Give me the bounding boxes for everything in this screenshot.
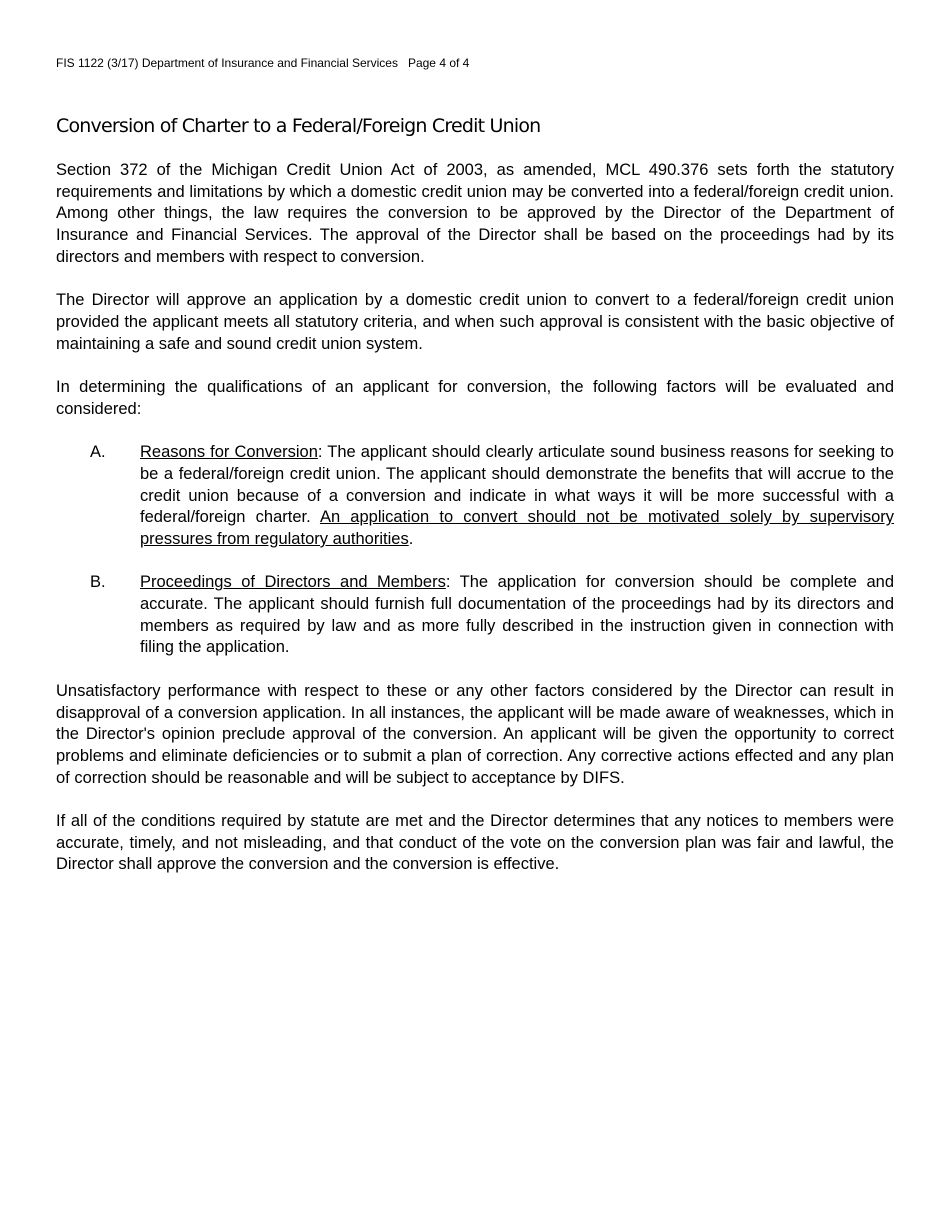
list-item-heading: Reasons for Conversion (140, 443, 318, 462)
list-item-colon: : (445, 573, 451, 592)
form-header: FIS 1122 (3/17) Department of Insurance and Financial Services Page 4 of 4 (56, 56, 470, 70)
list-item-body (140, 442, 894, 551)
list-item-proceedings (56, 572, 894, 659)
paragraph-approval-criteria: The Director will approve an application by a domestic credit union to convert to a federal/foreign credit union provided the applicant meets all statutory criteria, and when such approval is consistent with the basic objective of maintaining a safe and sound credit union system. (56, 291, 894, 353)
list-item-text: The application for conversion should be complete and accurate. The applicant should furnish full documentation of the proceedings had by its directors and members as required by law and as more fully described in the instruction given in connection with filing the application. (140, 573, 895, 657)
list-item-end: . (408, 529, 414, 548)
paragraph-statutory-requirements: Section 372 of the Michigan Credit Union Act of 2003, as amended, MCL 490.376 sets forth the statutory requirements and limitations by which a domestic credit union may be converted into a federal/foreign credit union. Among other things, the law requires the conversion to be approved by the Director of the Department of Insurance and Financial Services. The approval of the Director shall be based on the proceedings had by its directors and members with respect to conversion. (56, 161, 894, 266)
list-item-underlined-statement: An application to convert should not be motivated solely by supervisory pressures from regulatory authorities (140, 508, 895, 548)
list-item-letter: A. (90, 443, 106, 462)
list-item-heading: Proceedings of Directors and Members (140, 573, 446, 592)
paragraph-unsatisfactory-performance: Unsatisfactory performance with respect to these or any other factors considered by the Director can result in disapproval of a conversion application. In all instances, the applicant will be made aware of weaknesses, which in the Director's opinion preclude approval of the conversion. An applicant will be given the opportunity to correct problems and eliminate deficiencies or to submit a plan of correction. Any corrective actions effected and any plan of correction should be reasonable and will be subject to acceptance by DIFS. (56, 681, 894, 787)
page-title: Conversion of Charter to a Federal/Foreign Credit Union (56, 115, 541, 137)
list-item-letter: B. (90, 573, 106, 592)
list-item-body (140, 572, 894, 659)
document-page (56, 56, 894, 876)
paragraph-qualification-factors: In determining the qualifications of an applicant for conversion, the following factors will be evaluated and considered: (56, 378, 894, 418)
paragraph-approval-conclusion: If all of the conditions required by statute are met and the Director determines that any notices to members were accurate, timely, and not misleading, and that conduct of the vote on the conversion plan was fair and lawful, the Director shall approve the conversion and the conversion is effective. (56, 812, 894, 874)
list-item-reasons (56, 442, 894, 551)
list-item-colon: : (317, 443, 323, 462)
list-item-text: The applicant should clearly articulate sound business reasons for seeking to be a federal/foreign credit union. The applicant should demonstrate the benefits that will accrue to the credit union because of a conversion and indicate in what ways it will be more successful with a federal/foreign charter. (140, 443, 894, 527)
